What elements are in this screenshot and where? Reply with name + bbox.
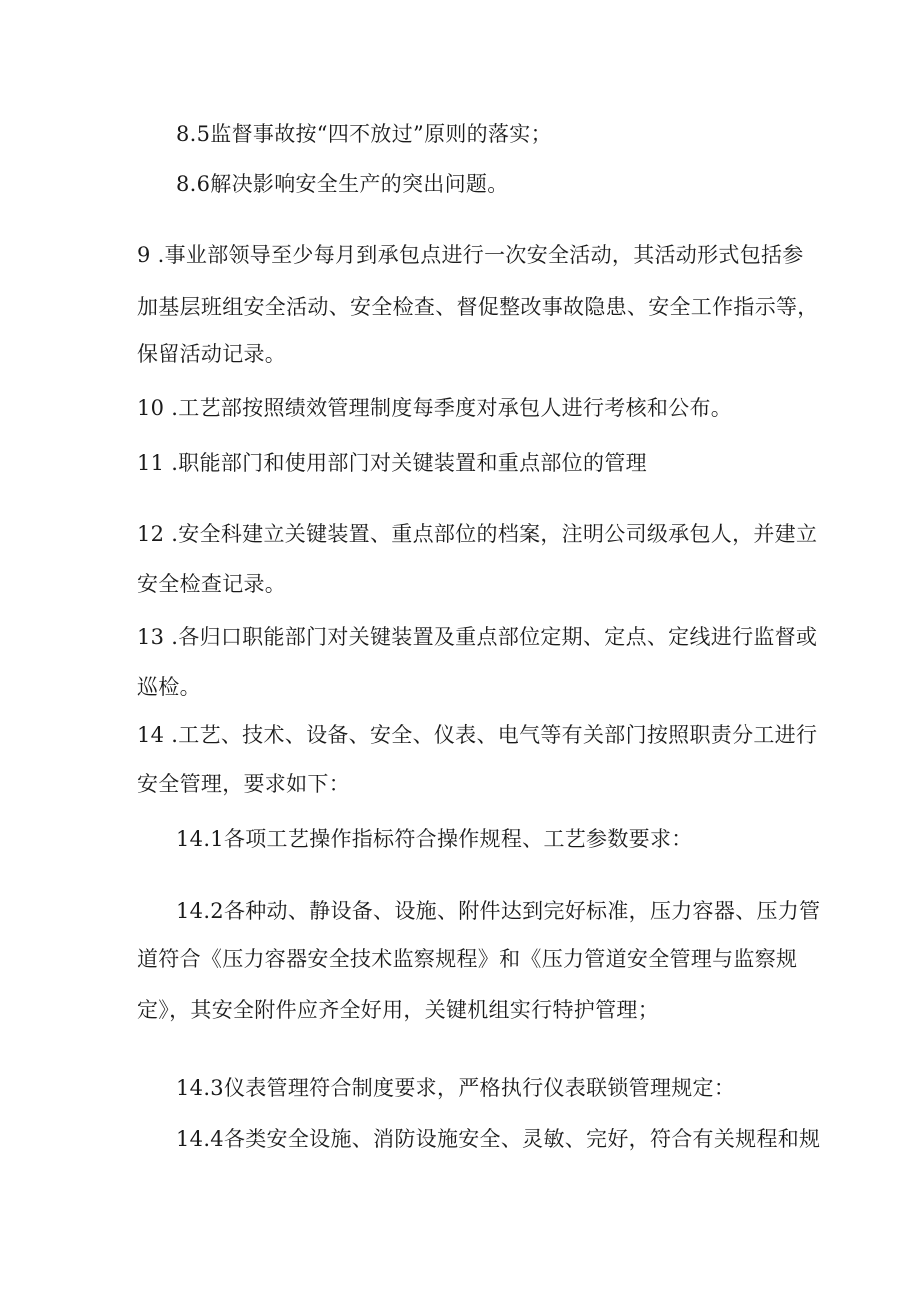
clause-14-line-1: 14 .工艺、技术、设备、安全、仪表、电气等有关部门按照职责分工进行 (137, 723, 818, 747)
clause-12-line-1: 12 .安全科建立关键装置、重点部位的档案，注明公司级承包人，并建立 (137, 522, 818, 546)
clause-14-2-line-1: 14.2各种动、静设备、设施、附件达到完好标准，压力容器、压力管 (176, 899, 821, 923)
clause-13-line-2: 巡检。 (137, 675, 201, 699)
clause-14-2-line-2: 道符合《压力容器安全技术监察规程》和《压力管道安全管理与监察规 (137, 947, 798, 971)
clause-11: 11 .职能部门和使用部门对关键装置和重点部位的管理 (137, 451, 647, 475)
clause-14-2-line-3: 定》，其安全附件应齐全好用，关键机组实行特护管理； (137, 998, 659, 1022)
clause-12-line-2: 安全检查记录。 (137, 572, 287, 596)
clause-9-line-3: 保留活动记录。 (137, 342, 287, 366)
clause-13-line-1: 13 .各归口职能部门对关键装置及重点部位定期、定点、定线进行监督或 (137, 625, 818, 649)
clause-10: 10 .工艺部按照绩效管理制度每季度对承包人进行考核和公布。 (137, 396, 733, 420)
clause-9-line-1: 9 .事业部领导至少每月到承包点进行一次安全活动，其活动形式包括参 (137, 243, 804, 267)
clause-14-4: 14.4各类安全设施、消防设施安全、灵敏、完好，符合有关规程和规 (176, 1127, 821, 1151)
clause-8-5: 8.5监督事故按“四不放过”原则的落实； (176, 122, 552, 146)
clause-14-3: 14.3仪表管理符合制度要求，严格执行仪表联锁管理规定： (176, 1076, 736, 1100)
clause-14-1: 14.1各项工艺操作指标符合操作规程、工艺参数要求： (176, 827, 693, 851)
clause-14-line-2: 安全管理，要求如下： (137, 772, 350, 796)
clause-9-line-2: 加基层班组安全活动、安全检查、督促整改事故隐患、安全工作指示等， (137, 295, 819, 319)
clause-8-6: 8.6解决影响安全生产的突出问题。 (176, 172, 509, 196)
